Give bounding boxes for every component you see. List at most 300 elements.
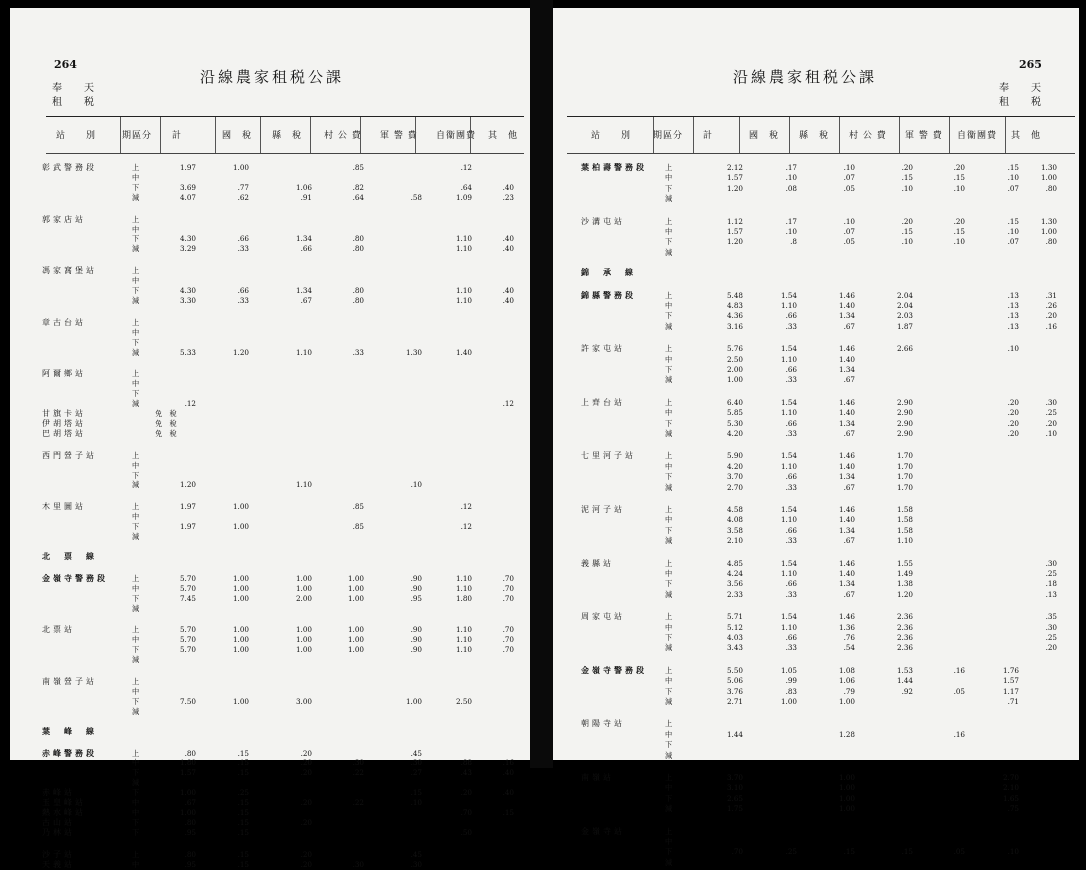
cell-total: 1.44: [726, 729, 743, 739]
table-row: [10, 286, 530, 296]
column-divider: [789, 117, 790, 153]
column-header: 期區分: [122, 131, 153, 141]
cell-gun: .20: [953, 216, 965, 226]
exemption-note: 免 稅: [155, 409, 177, 418]
cell-son: 2.36: [896, 643, 913, 653]
period-label: 下: [132, 788, 140, 798]
cell-ken: .67: [843, 321, 855, 331]
period-label: 下: [132, 234, 140, 244]
cell-jiei: 2.70: [1002, 773, 1019, 782]
cell-son: 1.58: [896, 505, 913, 514]
period-label: 上: [665, 290, 673, 300]
table-row: [553, 783, 1079, 793]
cell-other: .70: [502, 573, 514, 583]
period-label: 減: [132, 192, 140, 202]
table-row: [10, 163, 530, 173]
table-row: [553, 740, 1079, 750]
cell-ken: 1.34: [838, 525, 855, 535]
cell-son: .80: [352, 295, 364, 305]
cell-other: .20: [1045, 311, 1057, 321]
cell-total: 4.36: [726, 311, 743, 321]
cell-gun: .15: [953, 227, 965, 236]
cell-son: .33: [352, 347, 364, 357]
cell-son: 1.70: [896, 461, 913, 471]
column-header: 村 公 費: [849, 131, 887, 141]
period-label: 中: [132, 276, 140, 286]
book-gutter: [530, 0, 553, 768]
station-name: 北票站: [42, 625, 75, 635]
table-row: [553, 173, 1079, 183]
station-name: 義縣站: [581, 558, 614, 568]
table-row: [10, 574, 530, 584]
table-row: [10, 502, 530, 512]
cell-total: 3.56: [726, 579, 743, 589]
cell-jiei: .70: [460, 807, 472, 817]
column-header: 國 稅: [749, 131, 780, 141]
table-row: [10, 244, 530, 254]
cell-total: 1.00: [179, 788, 196, 798]
cell-jiei: 1.40: [455, 347, 472, 357]
cell-kuni: .15: [237, 859, 249, 869]
cell-kuni: .25: [237, 788, 249, 798]
cell-gun: .90: [410, 583, 422, 593]
cell-son: 2.03: [896, 311, 913, 321]
cell-total: 4.20: [726, 461, 743, 471]
cell-total: 4.03: [726, 633, 743, 642]
cell-ken: 3.00: [295, 696, 312, 706]
cell-kuni: 1.00: [232, 645, 249, 655]
table-row: [10, 788, 530, 798]
cell-gun: .58: [410, 192, 422, 202]
station-name: 許家屯站: [581, 344, 625, 354]
cell-total: 5.50: [726, 665, 743, 675]
cell-kuni: .33: [785, 375, 797, 385]
column-divider: [215, 117, 216, 153]
table-row: [10, 635, 530, 645]
cell-jiei: .10: [1007, 227, 1019, 236]
page-number: 265: [1019, 58, 1042, 71]
period-label: 下: [132, 827, 140, 837]
cell-other: .40: [502, 182, 514, 192]
table-row: [553, 569, 1079, 579]
cell-jiei: 1.76: [1002, 665, 1019, 675]
cell-jiei: .13: [1007, 290, 1019, 300]
cell-jiei: 1.10: [455, 635, 472, 645]
period-label: 上: [665, 826, 673, 836]
table-row: [10, 173, 530, 183]
station-name: 朝陽寺站: [581, 719, 625, 729]
cell-ken: 1.00: [295, 625, 312, 635]
cell-son: .20: [901, 163, 913, 172]
period-label: 上: [665, 216, 673, 226]
cell-kuni: .8: [790, 237, 797, 247]
table-row: [553, 248, 1079, 258]
period-label: 中: [132, 798, 140, 807]
column-divider: [415, 117, 416, 153]
period-label: 減: [132, 295, 140, 305]
cell-total: 4.08: [726, 515, 743, 525]
cell-total: 3.16: [726, 321, 743, 331]
cell-gun: .95: [410, 593, 422, 603]
cell-total: .95: [184, 859, 196, 869]
cell-jiei: .13: [1007, 311, 1019, 321]
cell-other: .70: [502, 635, 514, 645]
cell-ken: 1.08: [838, 665, 855, 675]
cell-kuni: .66: [785, 418, 797, 428]
cell-gun: .90: [410, 635, 422, 645]
station-name: 葉 峰 線: [42, 725, 97, 736]
table-row: [553, 643, 1079, 653]
cell-total: 1.80: [179, 758, 196, 768]
cell-other: .70: [502, 645, 514, 655]
cell-son: .85: [352, 522, 364, 532]
period-label: 下: [132, 522, 140, 532]
cell-gun: .05: [953, 686, 965, 696]
cell-jiei: 2.10: [1002, 783, 1019, 793]
cell-son: .15: [901, 227, 913, 236]
cell-ken: 1.28: [838, 729, 855, 739]
cell-ken: .20: [300, 798, 312, 807]
period-label: 減: [665, 247, 673, 257]
cell-son: .20: [901, 216, 913, 226]
cell-other: .80: [1045, 183, 1057, 193]
cell-other: .40: [502, 286, 514, 295]
cell-total: 3.69: [179, 182, 196, 192]
table-row: [553, 322, 1079, 332]
table-row: [10, 749, 530, 759]
cell-other: .18: [1045, 579, 1057, 589]
cell-son: 1.00: [347, 593, 364, 603]
cell-gun: .10: [410, 480, 422, 490]
cell-son: .15: [901, 847, 913, 857]
cell-kuni: .15: [237, 807, 249, 817]
table-row: [10, 338, 530, 348]
period-label: 中: [132, 512, 140, 522]
table-row: [10, 584, 530, 594]
table-row: [10, 778, 530, 788]
cell-ken: 1.36: [838, 622, 855, 632]
section-heading: [10, 552, 530, 562]
period-label: 下: [132, 817, 140, 827]
period-label: 上: [132, 369, 140, 379]
cell-ken: 1.10: [295, 347, 312, 357]
table-row: [553, 408, 1079, 418]
cell-ken: .05: [843, 183, 855, 193]
header-rule: [46, 153, 524, 154]
column-header: 計: [172, 131, 183, 141]
station-name: 古山站: [42, 817, 75, 827]
table-row: [10, 655, 530, 665]
cell-ken: 1.00: [838, 773, 855, 782]
cell-son: .92: [901, 686, 913, 696]
period-label: 減: [665, 857, 673, 867]
cell-ken: .05: [843, 237, 855, 247]
cell-other: .40: [502, 295, 514, 305]
cell-kuni: 1.10: [780, 461, 797, 471]
column-divider: [949, 117, 950, 153]
cell-kuni: .25: [785, 847, 797, 857]
cell-ken: 1.00: [838, 793, 855, 803]
category-label: 租 税: [999, 97, 1047, 108]
period-label: 減: [665, 429, 673, 438]
table-row: [10, 276, 530, 286]
table-row: [10, 451, 530, 461]
station-name: 錦縣警務段: [581, 289, 636, 300]
cell-jiei: .20: [460, 788, 472, 798]
period-label: 減: [132, 347, 140, 357]
cell-ken: 1.34: [295, 286, 312, 295]
cell-jiei: .15: [1007, 163, 1019, 172]
cell-gun: .15: [410, 788, 422, 798]
period-label: 減: [665, 375, 673, 385]
cell-kuni: 1.00: [232, 502, 249, 512]
station-name: 金嶺寺站: [581, 826, 625, 836]
table-row: [553, 311, 1079, 321]
cell-other: .12: [502, 399, 514, 409]
cell-son: 1.70: [896, 472, 913, 482]
cell-total: 4.07: [179, 192, 196, 202]
cell-ken: 1.00: [838, 697, 855, 706]
period-label: 減: [132, 399, 140, 409]
station-name: 天義站: [42, 859, 75, 869]
cell-kuni: 1.10: [780, 569, 797, 578]
period-label: 下: [665, 183, 673, 193]
cell-total: 1.57: [179, 768, 196, 778]
page-title: 沿線農家租税公課: [200, 68, 345, 86]
period-label: 下: [665, 472, 673, 482]
cell-ken: .76: [843, 633, 855, 642]
cell-ken: 1.40: [838, 461, 855, 471]
cell-son: .22: [352, 798, 364, 807]
cell-kuni: 1.00: [232, 522, 249, 532]
table-row: [10, 183, 530, 193]
column-header: 其 他: [488, 131, 519, 141]
cell-ken: 1.40: [838, 301, 855, 310]
table-row: [10, 379, 530, 389]
period-label: 上: [132, 677, 140, 686]
table-row: [10, 461, 530, 471]
cell-kuni: .33: [785, 589, 797, 599]
period-label: 下: [665, 579, 673, 589]
cell-total: 5.70: [179, 625, 196, 635]
cell-total: 5.06: [726, 676, 743, 686]
cell-ken: 1.34: [838, 579, 855, 589]
cell-gun: .45: [410, 849, 422, 859]
cell-kuni: .66: [785, 365, 797, 374]
cell-son: .10: [901, 183, 913, 193]
cell-kuni: 1.10: [780, 301, 797, 310]
cell-kuni: .33: [785, 536, 797, 546]
station-name: 伊胡塔站: [42, 418, 86, 428]
table-row: [553, 344, 1079, 354]
cell-ken: .15: [843, 847, 855, 857]
period-label: 上: [665, 612, 673, 622]
period-label: 下: [665, 686, 673, 696]
cell-ken: .67: [843, 589, 855, 599]
cell-gun: .10: [953, 237, 965, 247]
cell-other: .16: [502, 758, 514, 768]
cell-jiei: .88: [460, 758, 472, 768]
cell-other: .30: [1045, 397, 1057, 407]
table-row: [10, 687, 530, 697]
column-divider: [120, 117, 121, 153]
table-row: [553, 719, 1079, 729]
period-label: 減: [665, 643, 673, 653]
cell-kuni: 1.00: [232, 163, 249, 172]
period-label: 上: [132, 214, 140, 224]
cell-total: 5.48: [726, 290, 743, 300]
cell-ken: 1.10: [295, 480, 312, 490]
table-row: [10, 318, 530, 328]
period-label: 中: [665, 569, 673, 578]
table-row: [10, 625, 530, 635]
period-label: 減: [665, 194, 673, 204]
period-label: 中: [665, 354, 673, 364]
period-label: 下: [132, 182, 140, 192]
cell-other: .25: [1045, 569, 1057, 578]
cell-kuni: 1.00: [780, 697, 797, 706]
station-name: 北 票 線: [42, 550, 97, 561]
cell-kuni: 1.00: [232, 573, 249, 583]
cell-jiei: .12: [460, 163, 472, 172]
cell-kuni: 1.00: [232, 625, 249, 635]
cell-kuni: 1.10: [780, 354, 797, 364]
cell-son: .64: [352, 192, 364, 202]
cell-other: 1.00: [1040, 173, 1057, 183]
table-row: [553, 676, 1079, 686]
cell-ken: 1.46: [838, 558, 855, 568]
table-row: [553, 827, 1079, 837]
cell-gun: .10: [953, 183, 965, 193]
period-label: 下: [665, 847, 673, 857]
cell-gun: .30: [410, 859, 422, 869]
cell-ken: .20: [300, 768, 312, 778]
column-header: 期區分: [653, 131, 684, 141]
period-label: 中: [665, 676, 673, 686]
station-name: 木里圖站: [42, 502, 86, 512]
table-row: [553, 472, 1079, 482]
cell-jiei: 1.10: [455, 286, 472, 295]
cell-total: 2.70: [726, 482, 743, 492]
station-name: 南嶺站: [581, 773, 614, 782]
column-divider: [1005, 117, 1006, 153]
cell-son: .22: [352, 768, 364, 778]
cell-total: 3.43: [726, 643, 743, 653]
period-label: 減: [132, 778, 140, 788]
table-row: [10, 532, 530, 542]
cell-ken: .07: [843, 227, 855, 236]
period-label: 下: [665, 311, 673, 321]
cell-total: 4.30: [179, 286, 196, 295]
station-name: 乃林站: [42, 827, 75, 837]
cell-ken: 1.46: [838, 505, 855, 514]
period-label: 下: [132, 389, 140, 399]
cell-total: 5.70: [179, 573, 196, 583]
cell-ken: 1.46: [838, 451, 855, 461]
cell-kuni: .33: [237, 244, 249, 254]
period-label: 中: [665, 729, 673, 739]
table-row: [10, 522, 530, 532]
cell-kuni: .66: [237, 286, 249, 295]
table-row: [10, 215, 530, 225]
table-row: [10, 471, 530, 481]
table-row: [553, 804, 1079, 814]
cell-kuni: .66: [785, 579, 797, 589]
cell-son: 1.10: [896, 536, 913, 546]
period-label: 中: [665, 301, 673, 310]
cell-kuni: 1.00: [232, 696, 249, 706]
cell-total: .67: [184, 798, 196, 807]
cell-son: 2.36: [896, 612, 913, 622]
table-row: [553, 163, 1079, 173]
cell-other: .30: [1045, 622, 1057, 632]
cell-jiei: 1.10: [455, 625, 472, 635]
cell-kuni: .33: [785, 482, 797, 492]
cell-son: 1.49: [896, 569, 913, 578]
column-divider: [260, 117, 261, 153]
table-row: [10, 409, 530, 419]
cell-total: 3.10: [726, 783, 743, 793]
period-label: 中: [132, 327, 140, 337]
cell-kuni: .66: [785, 633, 797, 642]
cell-kuni: 1.54: [780, 290, 797, 300]
cell-other: 1.00: [1040, 227, 1057, 236]
cell-son: .15: [901, 173, 913, 183]
table-row: [10, 328, 530, 338]
cell-ken: .79: [843, 686, 855, 696]
cell-ken: 1.46: [838, 397, 855, 407]
cell-jiei: 2.50: [455, 696, 472, 706]
cell-other: .10: [1045, 429, 1057, 438]
table-row: [553, 751, 1079, 761]
cell-total: 2.33: [726, 589, 743, 599]
cell-total: 2.10: [726, 536, 743, 546]
cell-total: 3.70: [726, 472, 743, 482]
cell-ken: .07: [843, 173, 855, 183]
cell-other: 1.30: [1040, 163, 1057, 172]
period-label: 上: [665, 719, 673, 729]
table-row: [10, 225, 530, 235]
cell-ken: .54: [843, 643, 855, 653]
period-label: 上: [132, 317, 140, 327]
cell-gun: 1.00: [405, 696, 422, 706]
cell-jiei: .20: [1007, 418, 1019, 428]
cell-jiei: 1.10: [455, 295, 472, 305]
cell-jiei: 1.09: [455, 192, 472, 202]
cell-total: 1.20: [179, 480, 196, 490]
cell-jiei: .07: [1007, 183, 1019, 193]
column-header: 縣 稅: [272, 131, 303, 141]
cell-other: .70: [502, 593, 514, 603]
column-header: 軍 警 費: [380, 131, 418, 141]
table-row: [553, 419, 1079, 429]
cell-son: 1.87: [896, 321, 913, 331]
period-label: 減: [132, 480, 140, 490]
cell-son: 2.90: [896, 429, 913, 438]
period-label: 減: [665, 536, 673, 546]
cell-kuni: .62: [237, 192, 249, 202]
cell-other: .20: [1045, 643, 1057, 653]
cell-gun: .90: [410, 645, 422, 655]
cell-son: 2.90: [896, 408, 913, 418]
cell-son: 1.00: [347, 625, 364, 635]
period-label: 下: [665, 365, 673, 374]
top-rule: [567, 116, 1075, 117]
station-name: 熱水峰站: [42, 807, 86, 817]
cell-kuni: .15: [237, 798, 249, 807]
cell-son: 1.00: [347, 635, 364, 645]
period-label: 減: [132, 706, 140, 716]
